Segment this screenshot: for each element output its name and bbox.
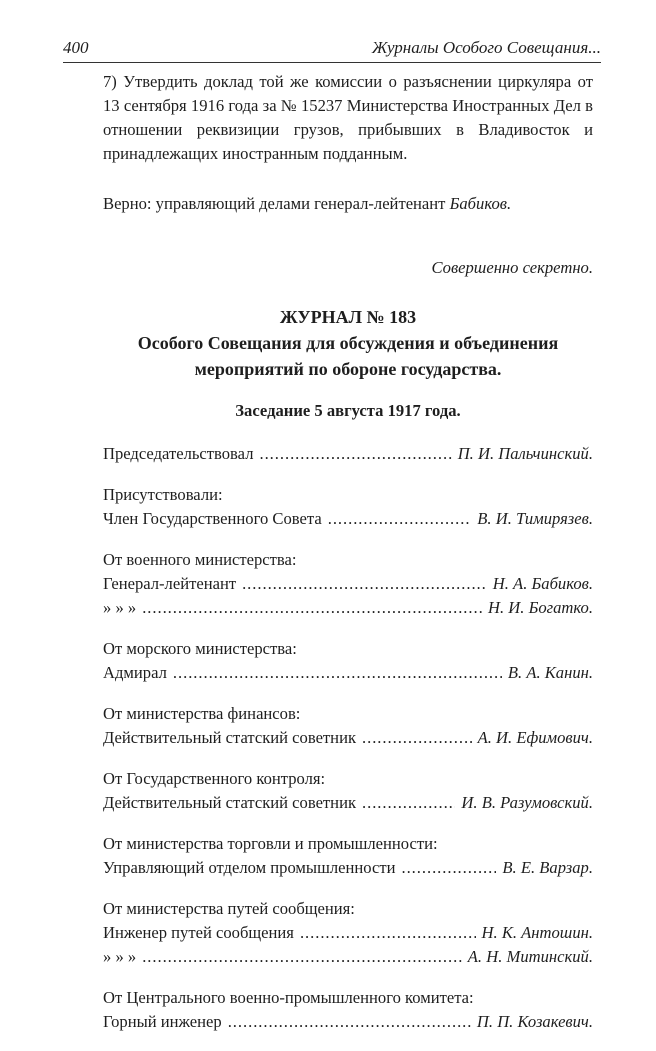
attendance-group — [103, 897, 593, 969]
verification-line — [103, 192, 593, 216]
dot-leader — [173, 661, 502, 685]
dot-leader — [259, 442, 451, 466]
attendee-role: » » » — [103, 947, 137, 966]
attendance-group — [103, 483, 593, 531]
attendee-role: Управляющий отделом промышленности — [103, 858, 396, 877]
attendee-role: Действительный статский советник — [103, 728, 357, 747]
attendee-name: Н. И. Богатко. — [488, 598, 593, 617]
attendance-row — [103, 507, 593, 531]
group-label: От Центрального военно-промышленного комитета: — [103, 988, 474, 1007]
journal-subtitle-line-1: Особого Совещания для обсуждения и объединения — [137, 333, 559, 353]
group-label: От министерства финансов: — [103, 704, 301, 723]
dot-leader — [401, 856, 496, 880]
attendance-group — [103, 767, 593, 815]
attendee-name: Н. К. Антошин. — [481, 923, 593, 942]
page-number: 400 — [63, 38, 89, 57]
group-label: От министерства торговли и промышленности: — [103, 834, 438, 853]
attendee-role: Член Государственного Совета — [103, 509, 322, 528]
verification-name: Бабиков. — [449, 194, 512, 213]
attendee-role: Адмирал — [103, 663, 167, 682]
attendee-name: А. И. Ефимович. — [477, 728, 593, 747]
dot-leader — [300, 921, 476, 945]
header-rule — [63, 62, 601, 63]
dot-leader — [328, 507, 472, 531]
group-label: От министерства путей сообщения: — [103, 899, 355, 918]
attendance-row — [103, 596, 593, 620]
group-label: От морского министерства: — [103, 639, 297, 658]
running-header — [63, 38, 601, 58]
attendance-row — [103, 791, 593, 815]
group-label: От военного министерства: — [103, 550, 297, 569]
attendee-role: Горный инженер — [103, 1012, 222, 1031]
attendee-name: В. А. Канин. — [507, 663, 593, 682]
classification-mark: Совершенно секретно. — [431, 258, 593, 277]
attendance-group — [103, 548, 593, 620]
attendee-role: Генерал-лейтенант — [103, 574, 237, 593]
dot-leader — [362, 791, 455, 815]
attendance-list — [103, 442, 593, 1034]
dot-leader — [242, 572, 487, 596]
attendance-group — [103, 442, 593, 466]
journal-subtitle-line-2: мероприятий по обороне государства. — [194, 359, 502, 379]
attendee-role: Председательствовал — [103, 444, 254, 463]
dot-leader — [362, 726, 472, 750]
attendance-row — [103, 945, 593, 969]
attendee-role: » » » — [103, 598, 137, 617]
attendance-row — [103, 726, 593, 750]
page-body — [103, 70, 593, 1051]
group-label: Присутствовали: — [103, 485, 223, 504]
dot-leader — [228, 1010, 471, 1034]
dot-leader — [142, 596, 482, 620]
item-7-paragraph: 7) Утвердить доклад той же комиссии о разъяснении циркуляра от 13 сентября 1916 года за № 15237 Министерства Иностранных Дел в отношении реквизиции грузов, прибывших в Владивосток и принадлежащих иностранным подданным. — [103, 72, 593, 163]
attendance-group — [103, 637, 593, 685]
attendance-row — [103, 572, 593, 596]
session-date: Заседание 5 августа 1917 года. — [235, 401, 461, 420]
running-title: Журналы Особого Совещания... — [371, 38, 601, 57]
verification-text: Верно: управляющий делами генерал-лейтенант — [103, 194, 450, 213]
attendee-name: А. Н. Митинский. — [467, 947, 593, 966]
attendee-name: В. Е. Варзар. — [502, 858, 593, 877]
attendance-row — [103, 661, 593, 685]
attendance-group — [103, 986, 593, 1034]
attendance-row — [103, 856, 593, 880]
journal-title: ЖУРНАЛ № 183 — [279, 307, 417, 327]
attendance-group — [103, 702, 593, 750]
attendance-row — [103, 921, 593, 945]
attendee-role: Инженер путей сообщения — [103, 923, 294, 942]
attendance-group — [103, 832, 593, 880]
attendee-name: Н. А. Бабиков. — [492, 574, 593, 593]
attendance-row — [103, 442, 593, 466]
attendee-role: Действительный статский советник — [103, 793, 357, 812]
dot-leader — [142, 945, 462, 969]
attendee-name: И. В. Разумовский. — [461, 793, 593, 812]
group-label: От Государственного контроля: — [103, 769, 326, 788]
attendance-row — [103, 1010, 593, 1034]
attendee-name: В. И. Тимирязев. — [477, 509, 593, 528]
attendee-name: П. И. Пальчинский. — [457, 444, 593, 463]
attendee-name: П. П. Козакевич. — [476, 1012, 593, 1031]
